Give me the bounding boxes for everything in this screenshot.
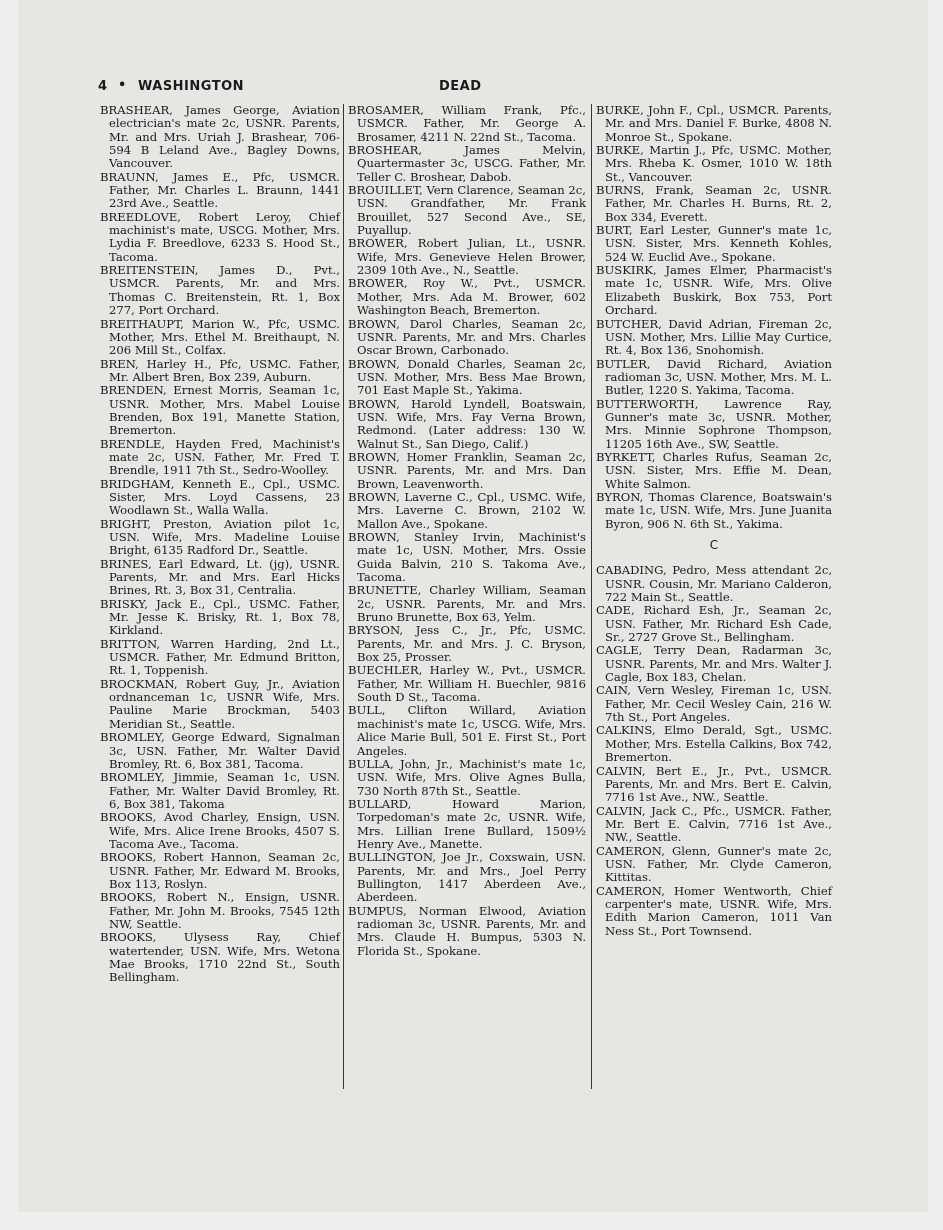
casualty-entry: BURKE, John F., Cpl., USMCR. Parents, Mr. and Mrs. Daniel F. Burke, 4808 N. Monroe St., Spokane. (596, 103, 832, 144)
casualty-entry: CAMERON, Homer Wentworth, Chief carpenter's mate, USNR. Wife, Mrs. Edith Marion Cameron, 1011 Van Ness St., Port Townsend. (596, 883, 832, 938)
casualty-entry: BROWN, Donald Charles, Seaman 2c, USN. Mother, Mrs. Bess Mae Brown, 701 East Maple St., Yakima. (348, 356, 586, 398)
casualty-entry: BRUNETTE, Charley William, Seaman 2c, USNR. Parents, Mr. and Mrs. Bruno Brunette, Box 63, Yelm. (348, 583, 586, 625)
casualty-entry: BRINES, Earl Edward, Lt. (jg), USNR. Parents, Mr. and Mrs. Earl Hicks Brines, Rt. 3, Box 31, Centralia. (100, 556, 340, 598)
casualty-entry: CAMERON, Glenn, Gunner's mate 2c, USN. Father, Mr. Clyde Cameron, Kittitas. (596, 843, 832, 885)
casualty-entry: BRASHEAR, James George, Aviation electrician's mate 2c, USNR. Parents, Mr. and Mrs. Uriah J. Brashear, 706-594 B Leland Ave., Bagley Downs, Vancouver. (100, 103, 340, 171)
casualty-entry: BROWN, Stanley Irvin, Machinist's mate 1c, USN. Mother, Mrs. Ossie Guida Balvin, 210 S. Takoma Ave., Tacoma. (348, 530, 586, 585)
casualty-entry: BROOKS, Robert N., Ensign, USNR. Father, Mr. John M. Brooks, 7545 12th NW, Seattle. (100, 890, 340, 931)
casualty-entry: BREEDLOVE, Robert Leroy, Chief machinist's mate, USCG. Mother, Mrs. Lydia F. Breedlove, 6233 S. Hood St., Tacoma. (100, 209, 340, 264)
casualty-entry: BROMLEY, Jimmie, Seaman 1c, USN. Father, Mr. Walter David Bromley, Rt. 6, Box 381, Takoma (100, 770, 340, 811)
casualty-entry: BREN, Harley H., Pfc, USMC. Father, Mr. Albert Bren, Box 239, Auburn. (100, 356, 340, 384)
column-2 (348, 104, 586, 958)
casualty-entry: BULLARD, Howard Marion, Torpedoman's mate 2c, USNR. Wife, Mrs. Lillian Irene Bullard, 1509½ Henry Ave., Manette. (348, 796, 586, 851)
casualty-entry: BURNS, Frank, Seaman 2c, USNR. Father, Mr. Charles H. Burns, Rt. 2, Box 334, Everett. (596, 183, 832, 224)
casualty-entry: CABADING, Pedro, Mess attendant 2c, USNR. Cousin, Mr. Mariano Calderon, 722 Main St., Seattle. (596, 563, 832, 605)
casualty-entry: BROCKMAN, Robert Guy, Jr., Aviation ordnanceman 1c, USNR Wife, Mrs. Pauline Marie Brockman, 5403 Meridian St., Seattle. (100, 676, 340, 731)
casualty-entry: BUECHLER, Harley W., Pvt., USMCR. Father, Mr. William H. Buechler, 9816 South D St., Tacoma. (348, 663, 586, 705)
casualty-entry: BROOKS, Ulysess Ray, Chief watertender, USN. Wife, Mrs. Wetona Mae Brooks, 1710 22nd St., South Bellingham. (100, 930, 340, 985)
casualty-entry: BROUILLET, Vern Clarence, Seaman 2c, USN. Grandfather, Mr. Frank Brouillet, 527 Second Ave., SE, Puyallup. (348, 183, 586, 238)
casualty-entry: BROWN, Laverne C., Cpl., USMC. Wife, Mrs. Laverne C. Brown, 2102 W. Mallon Ave., Spokane. (348, 489, 586, 531)
casualty-entry: BUSKIRK, James Elmer, Pharmacist's mate 1c, USNR. Wife, Mrs. Olive Elizabeth Buskirk, Box 753, Port Orchard. (596, 263, 832, 318)
header-bullet: • (118, 78, 127, 93)
casualty-entry: BUTLER, David Richard, Aviation radioman 3c, USN. Mother, Mrs. M. L. Butler, 1220 S. Yakima, Tacoma. (596, 356, 832, 398)
casualty-entry: BURT, Earl Lester, Gunner's mate 1c, USN. Sister, Mrs. Kenneth Kohles, 524 W. Euclid Ave., Spokane. (596, 223, 832, 264)
column-divider (343, 104, 344, 1089)
casualty-entry: BROWN, Darol Charles, Seaman 2c, USNR. Parents, Mr. and Mrs. Charles Oscar Brown, Carbonado. (348, 316, 586, 358)
casualty-entry: CAGLE, Terry Dean, Radarman 3c, USNR. Parents, Mr. and Mrs. Walter J. Cagle, Box 183, Chelan. (596, 643, 832, 685)
section-letter: C (709, 538, 719, 552)
column-1 (100, 104, 340, 985)
page-number: 4 (98, 79, 108, 94)
page-title: DEAD (439, 79, 482, 94)
casualty-entry: BRENDEN, Ernest Morris, Seaman 1c, USNR. Mother, Mrs. Mabel Louise Brenden, Box 191, Manette Station, Bremerton. (100, 383, 340, 438)
casualty-entry: BRAUNN, James E., Pfc, USMCR. Father, Mr. Charles L. Braunn, 1441 23rd Ave., Seattle. (100, 169, 340, 211)
casualty-entry: BUTCHER, David Adrian, Fireman 2c, USN. Mother, Mrs. Lillie May Curtice, Rt. 4, Box 136, Snohomish. (596, 316, 832, 358)
casualty-entry: BULLINGTON, Joe Jr., Coxswain, USN. Parents, Mr. and Mrs., Joel Perry Bullington, 1417 Aberdeen Ave., Aberdeen. (348, 850, 586, 905)
casualty-entry: BROWN, Homer Franklin, Seaman 2c, USNR. Parents, Mr. and Mrs. Dan Brown, Leavenworth. (348, 449, 586, 491)
page-header (98, 79, 838, 99)
column-divider (591, 104, 592, 1089)
casualty-entry: BULL, Clifton Willard, Aviation machinist's mate 1c, USCG. Wife, Mrs. Alice Marie Bull, 501 E. First St., Port Angeles. (348, 703, 586, 758)
casualty-entry: BURKE, Martin J., Pfc, USMC. Mother, Mrs. Rheba K. Osmer, 1010 W. 18th St., Vancouver. (596, 143, 832, 184)
casualty-entry: CALKINS, Elmo Derald, Sgt., USMC. Mother, Mrs. Estella Calkins, Box 742, Bremerton. (596, 723, 832, 765)
casualty-entry: BROWER, Robert Julian, Lt., USNR. Wife, Mrs. Genevieve Helen Brower, 2309 10th Ave., N., Seattle. (348, 236, 586, 278)
casualty-entry: BRYSON, Jess C., Jr., Pfc, USMC. Parents, Mr. and Mrs. J. C. Bryson, Box 25, Prosser. (348, 623, 586, 665)
casualty-entry: BYRON, Thomas Clarence, Boatswain's mate 1c, USN. Wife, Mrs. June Juanita Byron, 906 N. 6th St., Yakima. (596, 489, 832, 531)
casualty-entry: CADE, Richard Esh, Jr., Seaman 2c, USN. Father, Mr. Richard Esh Cade, Sr., 2727 Grove St., Bellingham. (596, 603, 832, 645)
casualty-entry: BRISKY, Jack E., Cpl., USMC. Father, Mr. Jesse K. Brisky, Rt. 1, Box 78, Kirkland. (100, 596, 340, 638)
casualty-entry: BRIDGHAM, Kenneth E., Cpl., USMC. Sister, Mrs. Loyd Cassens, 23 Woodlawn St., Walla Walla. (100, 476, 340, 518)
casualty-entry: BROSHEAR, James Melvin, Quartermaster 3c, USCG. Father, Mr. Teller C. Broshear, Dabob. (348, 143, 586, 184)
casualty-entry: BRENDLE, Hayden Fred, Machinist's mate 2c, USN. Father, Mr. Fred T. Brendle, 1911 7th St., Sedro-Woolley. (100, 436, 340, 478)
casualty-entry: BROWN, Harold Lyndell, Boatswain, USN. Wife, Mrs. Fay Verna Brown, Redmond. (Later address: 130 W. Walnut St., San Diego, Calif.) (348, 396, 586, 451)
casualty-entry: BRIGHT, Preston, Aviation pilot 1c, USN. Wife, Mrs. Madeline Louise Bright, 6135 Radford Dr., Seattle. (100, 516, 340, 558)
casualty-entry: BUTTERWORTH, Lawrence Ray, Gunner's mate 3c, USNR. Mother, Mrs. Minnie Sophrone Thompson, 11205 16th Ave., SW, Seattle. (596, 396, 832, 451)
casualty-entry: BRITTON, Warren Harding, 2nd Lt., USMCR. Father, Mr. Edmund Britton, Rt. 1, Toppenish. (100, 636, 340, 678)
casualty-entry: BROOKS, Avod Charley, Ensign, USN. Wife, Mrs. Alice Irene Brooks, 4507 S. Tacoma Ave., Tacoma. (100, 810, 340, 851)
casualty-entry: BREITHAUPT, Marion W., Pfc, USMC. Mother, Mrs. Ethel M. Breithaupt, N. 206 Mill St., Colfax. (100, 316, 340, 358)
casualty-entry: BULLA, John, Jr., Machinist's mate 1c, USN. Wife, Mrs. Olive Agnes Bulla, 730 North 87th St., Seattle. (348, 756, 586, 798)
casualty-entry: BROWER, Roy W., Pvt., USMCR. Mother, Mrs. Ada M. Brower, 602 Washington Beach, Bremerton. (348, 276, 586, 318)
casualty-entry: CALVIN, Bert E., Jr., Pvt., USMCR. Parents, Mr. and Mrs. Bert E. Calvin, 7716 1st Ave., NW., Seattle. (596, 763, 832, 805)
casualty-entry: BUMPUS, Norman Elwood, Aviation radioman 3c, USNR. Parents, Mr. and Mrs. Claude H. Bumpus, 5303 N. Florida St., Spokane. (348, 903, 586, 958)
casualty-entry: BYRKETT, Charles Rufus, Seaman 2c, USN. Sister, Mrs. Effie M. Dean, White Salmon. (596, 449, 832, 491)
column-3 (596, 104, 832, 938)
casualty-entry: BROSAMER, William Frank, Pfc., USMCR. Father, Mr. George A. Brosamer, 4211 N. 22nd St., Tacoma. (348, 103, 586, 144)
casualty-entry: BROOKS, Robert Hannon, Seaman 2c, USNR. Father, Mr. Edward M. Brooks, Box 113, Roslyn. (100, 850, 340, 891)
casualty-entry: BROMLEY, George Edward, Signalman 3c, USN. Father, Mr. Walter David Bromley, Rt. 6, Box 381, Tacoma. (100, 730, 340, 771)
casualty-entry: CAIN, Vern Wesley, Fireman 1c, USN. Father, Mr. Cecil Wesley Cain, 216 W. 7th St., Port Angeles. (596, 683, 832, 725)
state-name: WASHINGTON (138, 79, 245, 94)
casualty-entry: BREITENSTEIN, James D., Pvt., USMCR. Parents, Mr. and Mrs. Thomas C. Breitenstein, Rt. 1, Box 277, Port Orchard. (100, 263, 340, 318)
casualty-entry: CALVIN, Jack C., Pfc., USMCR. Father, Mr. Bert E. Calvin, 7716 1st Ave., NW., Seattle. (596, 803, 832, 845)
